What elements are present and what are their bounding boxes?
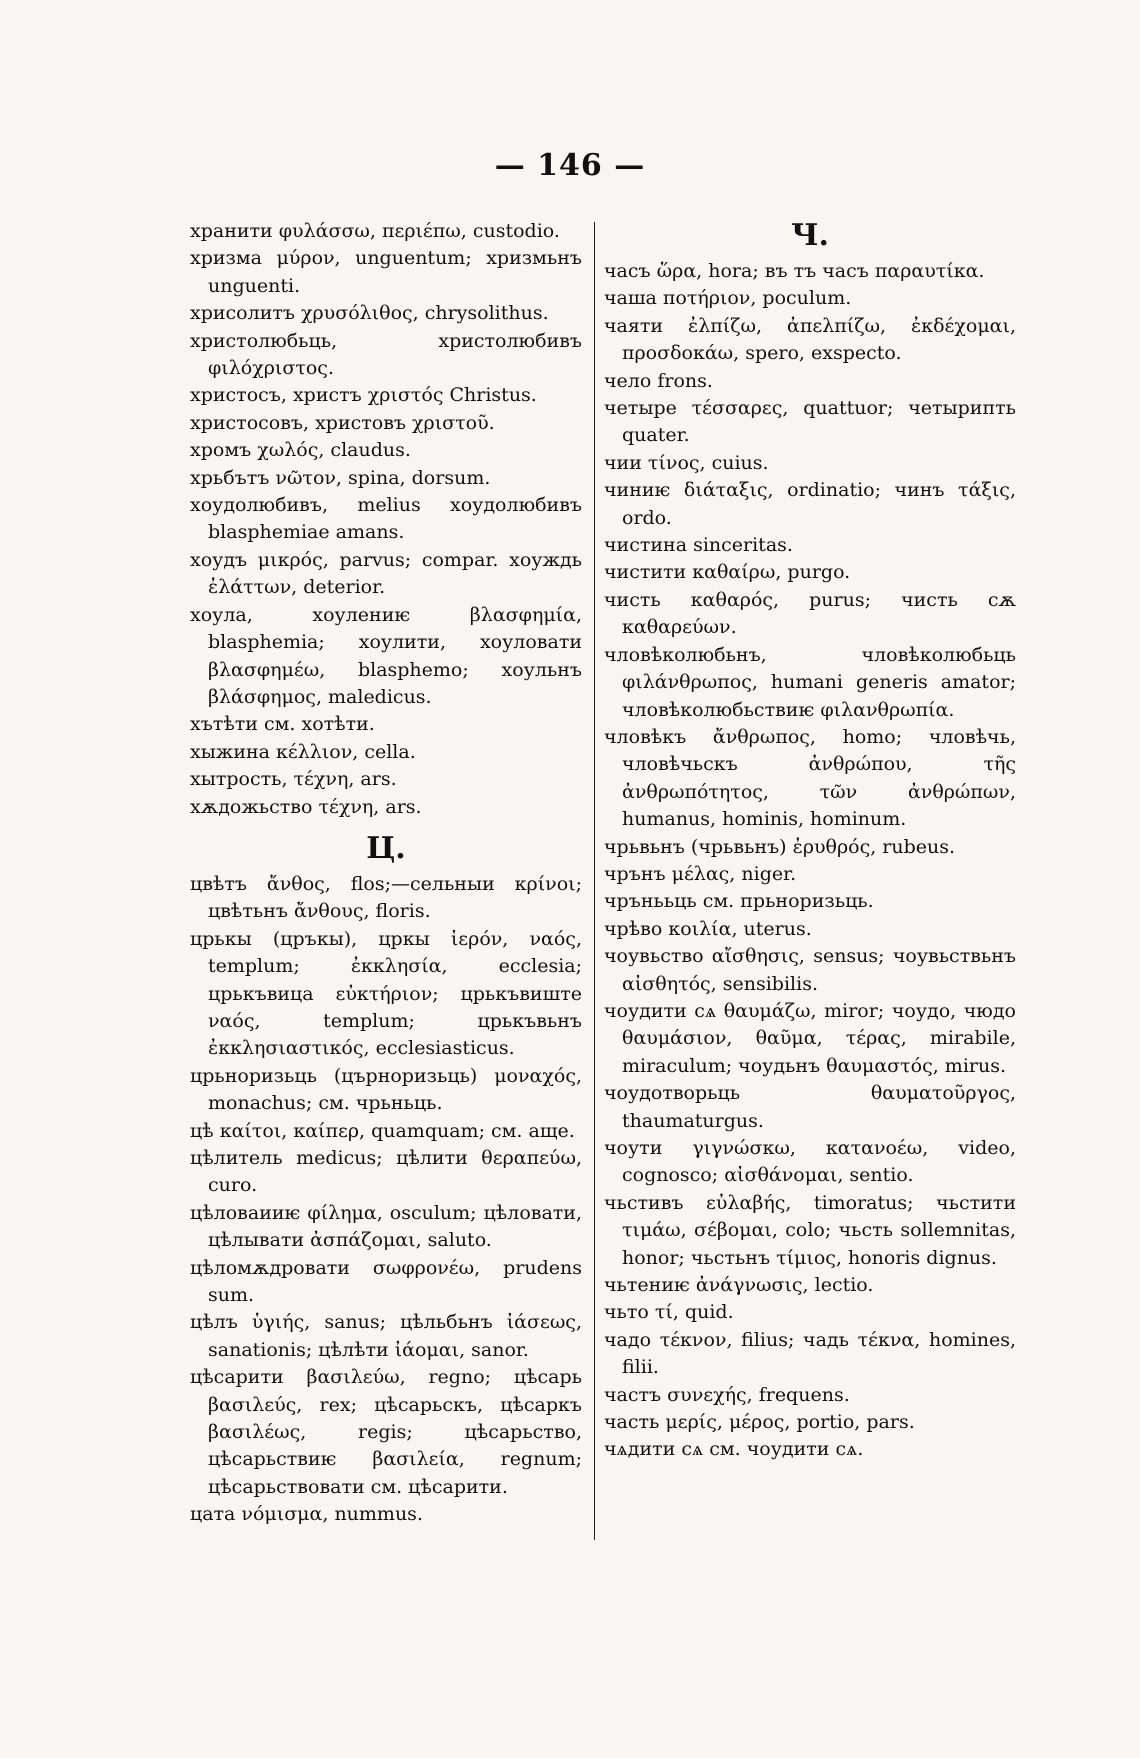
section-heading-ch: Ч. — [791, 218, 829, 253]
dictionary-entry: хѫдожьство τέχνη, ars. — [190, 795, 422, 818]
dictionary-entry: црьноризьць (църноризьць) μοναχός, monachus; см. чрьньць. — [190, 1064, 582, 1115]
right-column — [604, 218, 1016, 1464]
dictionary-entry: чрьвьнъ (чрьвьнъ) ἐρυθρός, rubeus. — [604, 835, 956, 858]
dictionary-entry: чело frons. — [604, 369, 713, 392]
dictionary-entry: чаяти ἐλπίζω, ἀπελπίζω, ἐκδέχομαι, προσδοκάω, spero, exspecto. — [604, 314, 1016, 365]
dictionary-entry: хрьбътъ νῶτον, spina, dorsum. — [190, 466, 491, 489]
dictionary-entry: чоути γιγνώσκω, κατανοέω, video, cognosco; αἰσθάνομαι, sentio. — [604, 1137, 1016, 1187]
dictionary-entry: цвѣтъ ἄνθος, flos;—сельныи κρίνοι; цвѣтьнъ ἄνθους, floris. — [190, 872, 582, 923]
dictionary-entry: чистити καθαίρω, purgo. — [604, 561, 851, 584]
dictionary-entry: цѣлъ ὑγιής, sanus; цѣльбьнъ ἰάσεως, sanationis; цѣлѣти ἰάομαι, sanor. — [190, 1311, 582, 1361]
dictionary-entry: хътѣти см. хотѣти. — [190, 713, 375, 736]
dictionary-entry: чловѣколюбьнъ, чловѣколюбьць φιλάνθρωπος, humani generis amator; чловѣколюбьствиѥ φιλανθρωπία. — [604, 643, 1016, 721]
dictionary-entry: хытрость, τέχνη, ars. — [190, 768, 397, 791]
dictionary-entry: хоудъ μικρός, parvus; compar. хоуждь ἐλάττων, deterior. — [190, 548, 582, 599]
dictionary-entry: чрънььць см. прьноризьць. — [604, 890, 874, 913]
dictionary-entry: частъ συνεχής, frequens. — [604, 1383, 850, 1406]
dictionary-entry: чии τίνος, cuius. — [604, 451, 769, 474]
dictionary-entry: хоудолюбивъ, melius хоудолюбивъ blasphemiae amans. — [190, 494, 582, 544]
dictionary-entry: чадо τέκνον, filius; чадь τέκνα, homines, filii. — [604, 1328, 1016, 1379]
dictionary-entry: чрънъ μέλας, niger. — [604, 862, 797, 885]
right-entries — [604, 258, 1016, 1464]
dictionary-entry: часть μερίς, μέρος, portio, pars. — [604, 1411, 915, 1434]
column-divider — [594, 222, 595, 1540]
dictionary-entry: четыре τέσσαρες, quattuor; четырипть quater. — [604, 397, 1016, 447]
dictionary-entry: чрѣво κοιλία, uterus. — [604, 917, 812, 940]
dictionary-entry: хрисолитъ χρυσόλιθος, chrysolithus. — [190, 302, 549, 325]
dictionary-entry: чоудити сѧ θαυμάζω, miror; чоудо, чюдо θαυμάσιον, θαῦμα, τέρας, mirabile, miraculum; чоудьнъ θαυμαστός, mirus. — [604, 999, 1016, 1077]
dictionary-entry: цѣломѫдровати σωφρονέω, prudens sum. — [190, 1256, 582, 1307]
dictionary-entry: чистина sinceritas. — [604, 534, 793, 557]
dictionary-entry: христосъ, христъ χριστός Christus. — [190, 384, 537, 407]
dictionary-entry: цѣлитель medicus; цѣлити θεραπεύω, curo. — [190, 1147, 582, 1197]
dictionary-entry: часъ ὥρα, hora; въ тъ часъ παραυτίκα. — [604, 260, 985, 282]
dictionary-entry: христосовъ, христовъ χριστοῦ. — [190, 411, 495, 434]
dictionary-entry: цата νόμισμα, nummus. — [190, 1503, 423, 1526]
dictionary-entry: хранити φυλάσσω, περιέπω, custodio. — [190, 220, 560, 242]
dictionary-entry: хоула, хоулениѥ βλασφημία, blasphemia; хоулити, хоуловати βλασφημέω, blasphemo; хоульнъ βλάσφημος, maledicus. — [190, 603, 582, 708]
dictionary-entry: чѧдити сѧ см. чоудити сѧ. — [604, 1438, 864, 1461]
dictionary-entry: хризма μύρον, unguentum; хризмьнъ unguenti. — [190, 247, 582, 297]
dictionary-entry: цѣсарити βασιλεύω, regno; цѣсарь βασιλεύς, rex; цѣсарьскъ, цѣсаркъ βασιλέως, regis; цѣсарьство, цѣсарьствиѥ βασιλεία, regnum; цѣсарьствовати см. цѣсарити. — [190, 1366, 582, 1498]
dictionary-entry: чаша ποτήριον, poculum. — [604, 287, 852, 310]
dictionary-entry: цѣловаииѥ φίλημα, osculum; цѣловати, цѣлывати ἀσπάζομαι, saluto. — [190, 1201, 582, 1252]
dictionary-entry: чловѣкъ ἄνθρωπος, homo; чловѣчь, чловѣчьскъ ἀνθρώπου, τῆς ἀνθρωπότητος, τῶν ἀνθρώπων, humanus, hominis, hominum. — [604, 725, 1016, 831]
dictionary-entry: чьто τί, quid. — [604, 1301, 734, 1324]
dictionary-entry: христолюбьць, христолюбивъ φιλόχριστος. — [190, 329, 582, 380]
left-column — [190, 218, 582, 1529]
left-entries-bottom — [190, 871, 582, 1529]
dictionary-entry: црькы (цръкы), цркы ἱερόν, ναός, templum; ἐκκλησία, ecclesia; црькъвица εὐκτήριον; црькъвиште ναός, templum; црькъвьнъ ἐκκλησιαστικός, ecclesiasticus. — [190, 927, 582, 1060]
dictionary-entry: чоувьство αἴσθησις, sensus; чоувьствьнъ αἰσθητός, sensibilis. — [604, 945, 1016, 995]
dictionary-entry: хыжина κέλλιον, cella. — [190, 740, 416, 763]
section-heading-ts: Ц. — [366, 830, 406, 866]
dictionary-entry: чоудотворьць θαυματοῦργος, thaumaturgus. — [604, 1082, 1016, 1132]
dictionary-entry: чьтениѥ ἀνάγνωσις, lectio. — [604, 1274, 874, 1297]
left-entries-top — [190, 218, 582, 821]
dictionary-entry: чиниѥ διάταξις, ordinatio; чинъ τάξις, ordo. — [604, 479, 1016, 529]
page-number: — 146 — — [494, 148, 646, 183]
dictionary-entry: цѣ καίτοι, καίπερ, quamquam; см. аще. — [190, 1119, 575, 1142]
dictionary-entry: чисть καθαρός, purus; чисть сѫ καθαρεύων. — [604, 588, 1016, 639]
dictionary-entry: хромъ χωλός, claudus. — [190, 439, 411, 462]
dictionary-entry: чьстивъ εὐλαβής, timoratus; чьстити τιμάω, σέβομαι, colo; чьсть sollemnitas, honor; чьстьнъ τίμιος, honoris dignus. — [604, 1191, 1016, 1269]
